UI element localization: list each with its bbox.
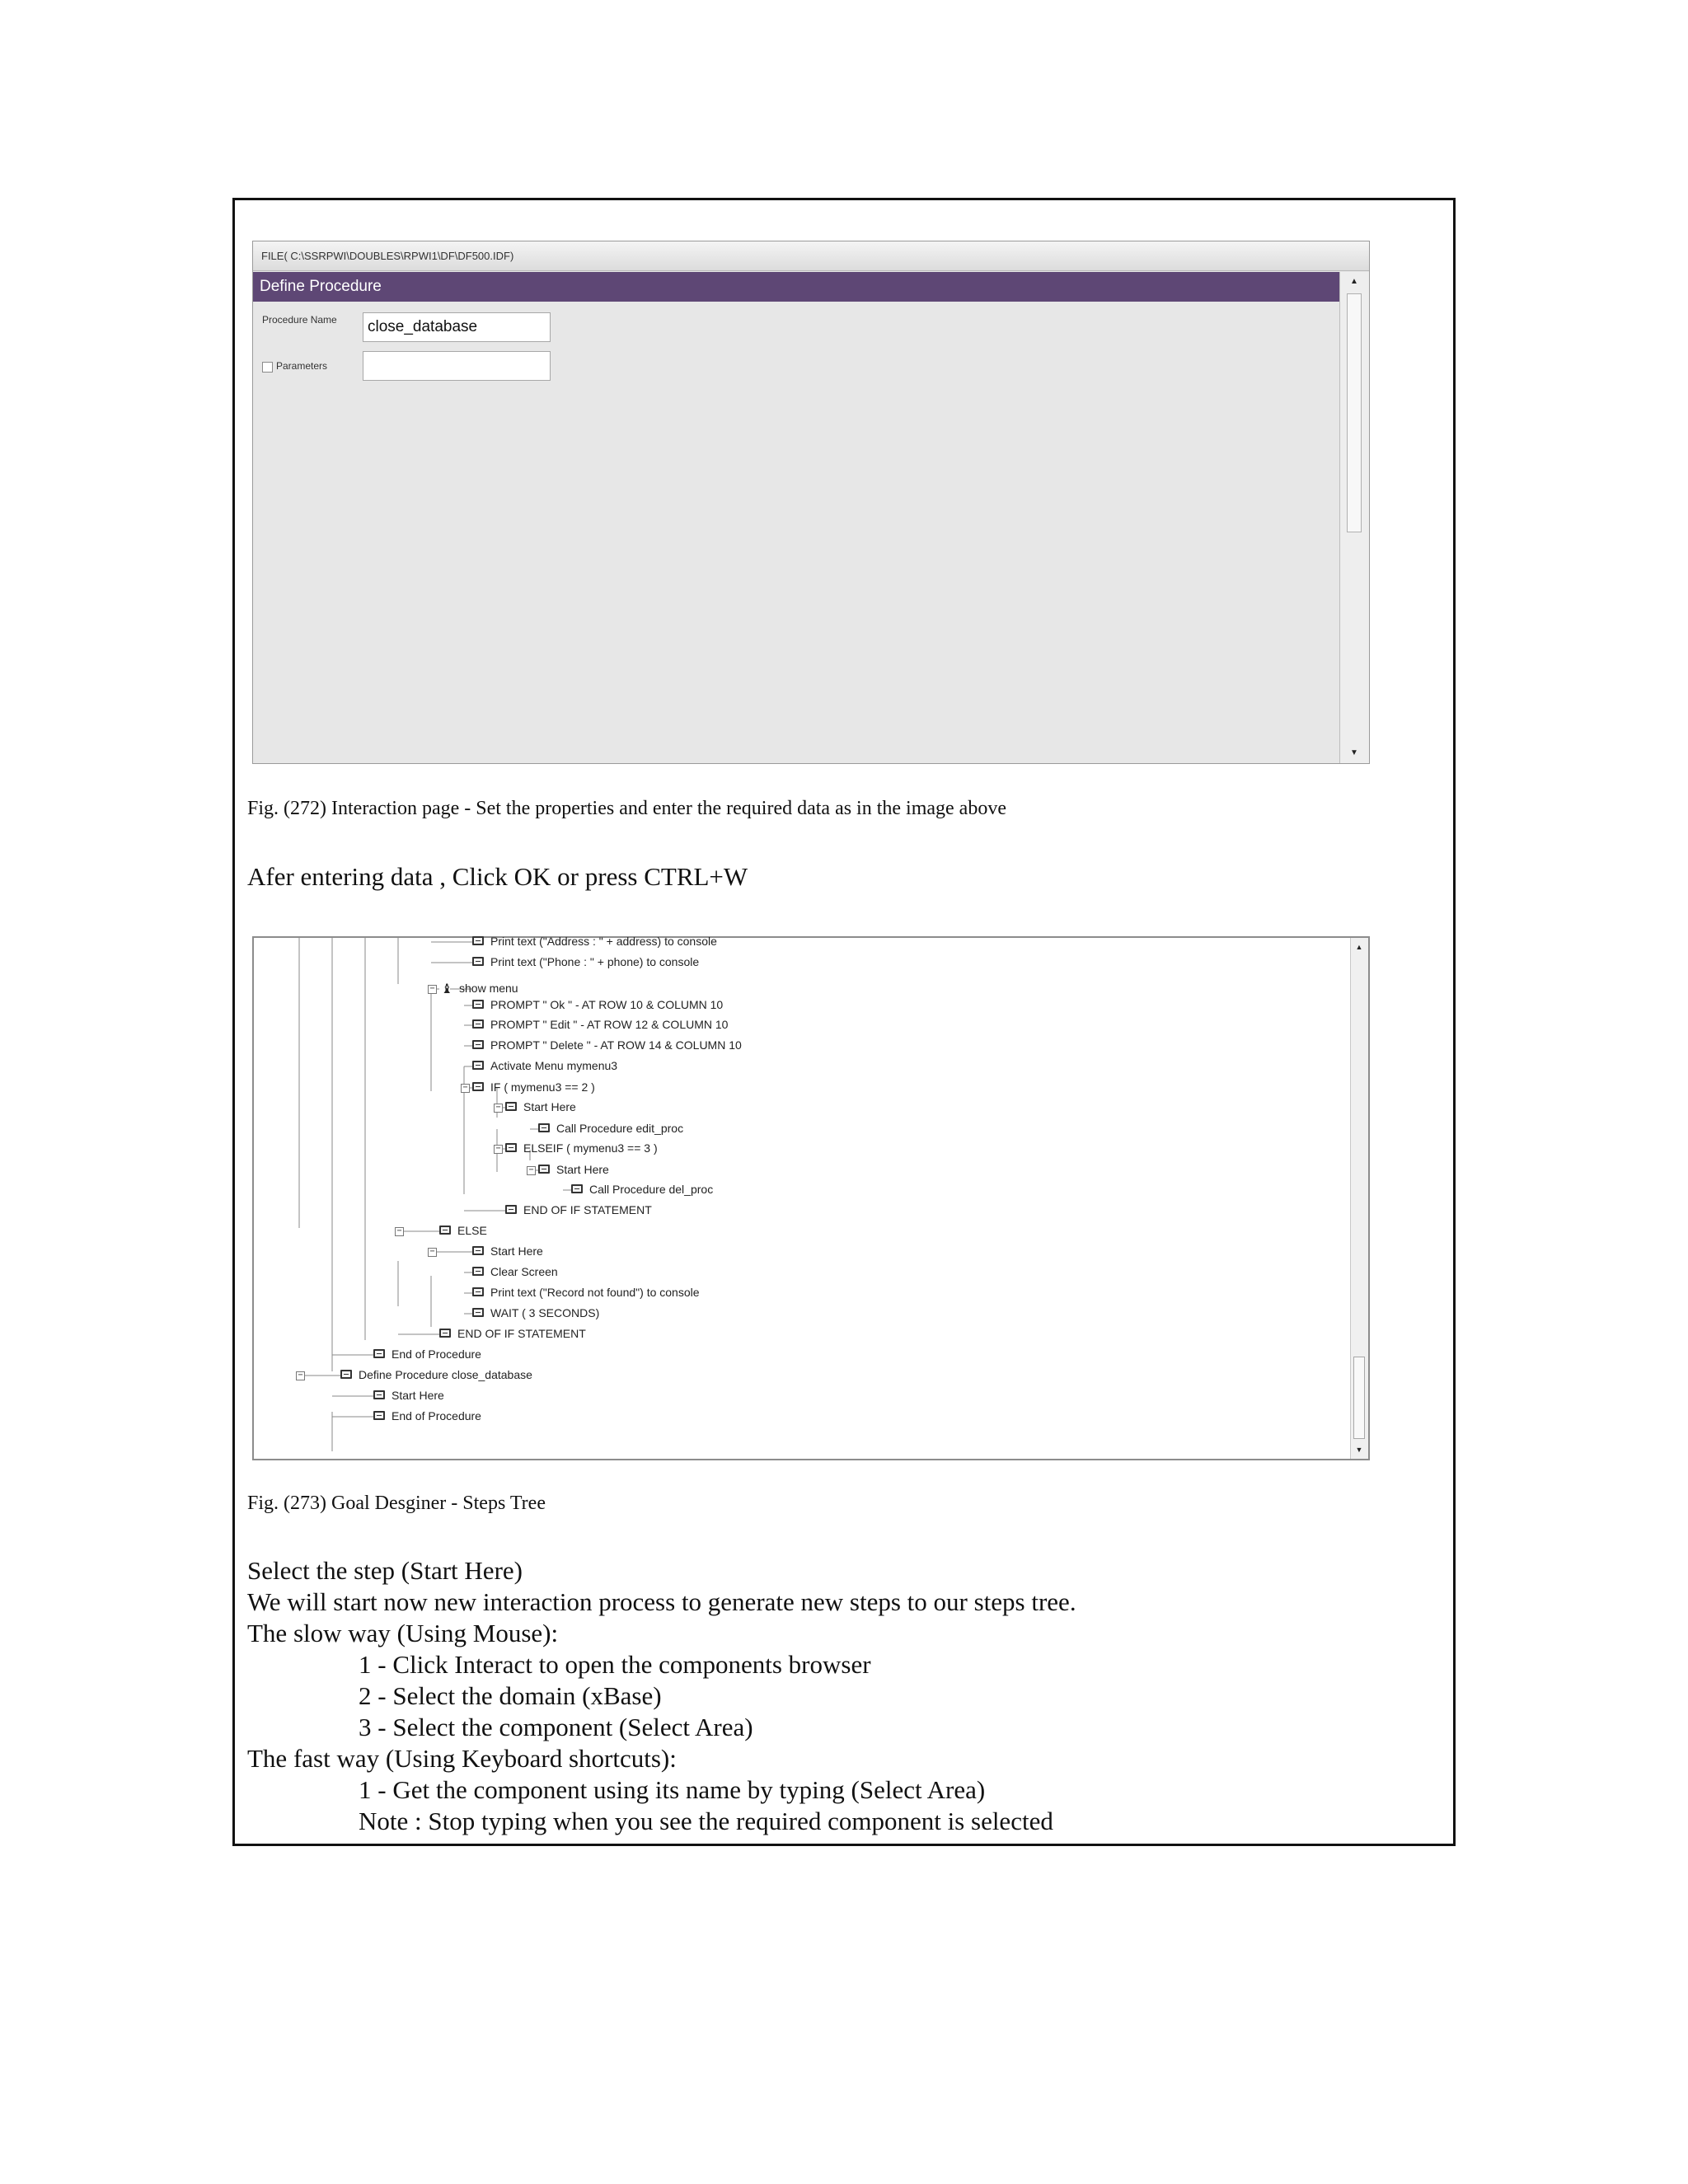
step-icon xyxy=(439,1329,451,1338)
step-icon xyxy=(505,1205,517,1214)
step-icon xyxy=(472,1082,484,1091)
step-icon xyxy=(472,1267,484,1276)
step-icon xyxy=(373,1349,385,1358)
steps-tree-window: − − − − − − − − Print text ("Address : " + address) to console Print text ("Phone : " + phone) to console ♝ show menu PROMPT " Ok " - AT ROW 10 & COLUMN 10 PROMPT " Edit " - AT ROW 12 & COLUMN 10 PROMPT " Delete " - AT ROW 14 & COLUMN 10 Activate Menu mymenu3 IF ( mymenu3 == 2 ) Start Here Call Procedure edit_proc ELSEIF ( mymenu3 == 3 ) Start Here Call Procedure del_proc END OF IF STATEMENT ELSE Start Here Clear Screen Print text ("Record not found") to console WAIT ( 3 SECONDS) END OF IF STATEMENT End of Procedure Define Procedure close_database Start Here End of Procedure ▲ ▼ xyxy=(252,936,1370,1460)
collapse-toggle-icon[interactable]: − xyxy=(296,1371,305,1380)
step-icon xyxy=(538,1165,550,1174)
step-icon xyxy=(472,1019,484,1029)
collapse-toggle-icon[interactable]: − xyxy=(428,985,437,994)
figure-272-caption: Fig. (272) Interaction page - Set the properties and enter the required data as in the image above xyxy=(247,798,1006,819)
step-icon xyxy=(571,1184,583,1193)
instruction-fast-way: The fast way (Using Keyboard shortcuts): xyxy=(247,1744,677,1773)
step-icon xyxy=(472,1308,484,1317)
collapse-toggle-icon[interactable]: − xyxy=(494,1104,503,1113)
define-procedure-window xyxy=(252,241,1370,764)
instruction-slow-step-2: 2 - Select the domain (xBase) xyxy=(359,1681,662,1710)
step-icon xyxy=(439,1226,451,1235)
scroll-up-arrow-icon[interactable]: ▲ xyxy=(1350,277,1358,286)
vertical-scrollbar[interactable] xyxy=(1339,272,1369,763)
scroll-down-arrow-icon[interactable]: ▼ xyxy=(1350,748,1358,757)
instruction-select-step: Select the step (Start Here) xyxy=(247,1556,523,1585)
menu-icon: ♝ xyxy=(441,982,453,996)
step-icon xyxy=(340,1370,352,1379)
step-icon xyxy=(472,936,484,945)
scroll-thumb[interactable] xyxy=(1353,1357,1365,1439)
vertical-scrollbar[interactable] xyxy=(1350,938,1368,1459)
step-icon xyxy=(373,1390,385,1399)
scroll-thumb[interactable] xyxy=(1347,293,1362,532)
procedure-name-label: Procedure Name xyxy=(262,314,337,326)
collapse-toggle-icon[interactable]: − xyxy=(428,1248,437,1257)
parameters-input[interactable] xyxy=(363,351,551,381)
step-icon xyxy=(472,1246,484,1255)
figure-273-caption: Fig. (273) Goal Desginer - Steps Tree xyxy=(247,1493,546,1514)
scroll-down-arrow-icon[interactable]: ▼ xyxy=(1355,1446,1363,1454)
procedure-name-input[interactable]: close_database xyxy=(363,312,551,342)
instruction-fast-step-1: 1 - Get the component using its name by typing (Select Area) xyxy=(359,1775,986,1804)
instruction-slow-step-1: 1 - Click Interact to open the components browser xyxy=(359,1650,871,1679)
step-icon xyxy=(472,957,484,966)
collapse-toggle-icon[interactable]: − xyxy=(395,1227,404,1236)
step-icon xyxy=(505,1143,517,1152)
collapse-toggle-icon[interactable]: − xyxy=(494,1145,503,1154)
scroll-up-arrow-icon[interactable]: ▲ xyxy=(1355,943,1363,951)
step-icon xyxy=(472,1061,484,1070)
step-icon xyxy=(472,1000,484,1009)
instruction-intro: We will start now new interaction process to generate new steps to our steps tree. xyxy=(247,1587,1076,1616)
instruction-slow-step-3: 3 - Select the component (Select Area) xyxy=(359,1713,753,1741)
step-icon xyxy=(373,1411,385,1420)
step-icon xyxy=(472,1287,484,1296)
instruction-slow-way: The slow way (Using Mouse): xyxy=(247,1619,559,1647)
instruction-fast-note: Note : Stop typing when you see the required component is selected xyxy=(359,1807,1053,1835)
step-icon xyxy=(538,1123,550,1132)
parameters-label: Parameters xyxy=(276,360,328,372)
step-icon xyxy=(472,1040,484,1049)
after-entry-instruction: Afer entering data , Click OK or press CTRL+W xyxy=(247,862,748,891)
step-icon xyxy=(505,1102,517,1111)
collapse-toggle-icon[interactable]: − xyxy=(527,1166,536,1175)
file-path-bar: FILE( C:\SSRPWI\DOUBLES\RPWI1\DF\DF500.IDF) xyxy=(253,241,1369,271)
collapse-toggle-icon[interactable]: − xyxy=(461,1084,470,1093)
window-title: Define Procedure xyxy=(253,272,1339,302)
parameters-checkbox[interactable] xyxy=(262,362,273,373)
